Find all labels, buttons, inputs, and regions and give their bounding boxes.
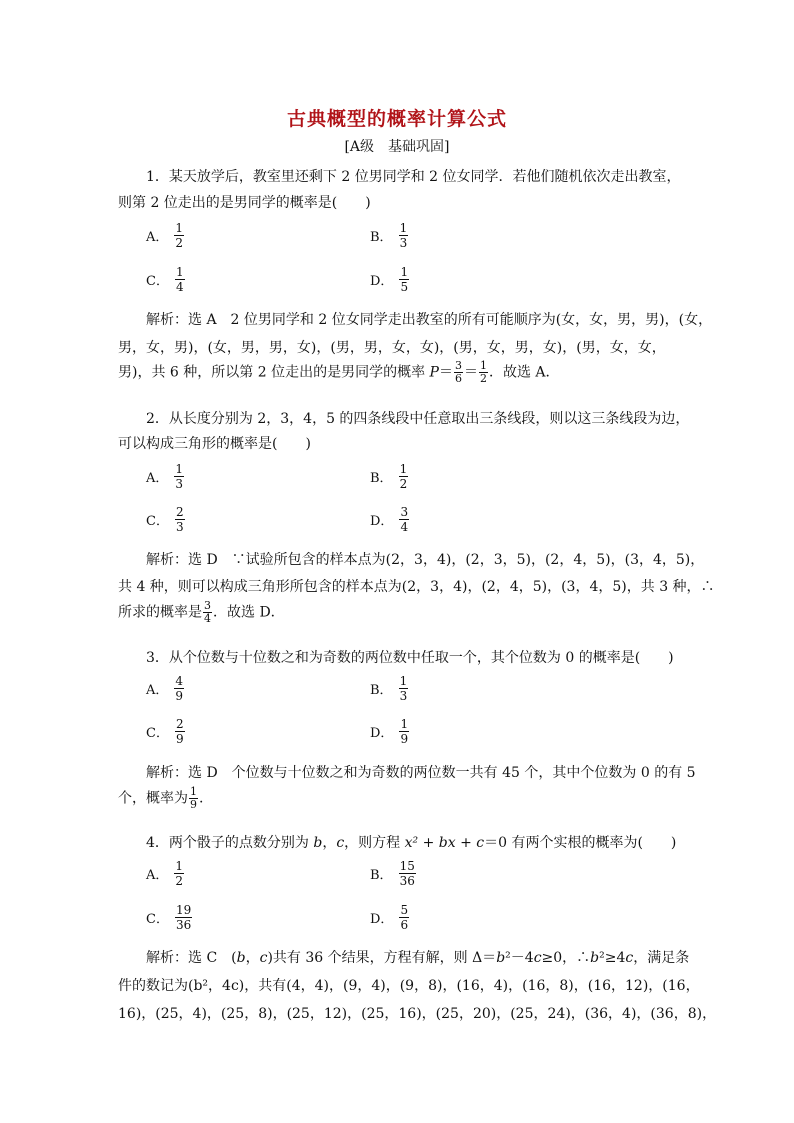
q1-solution-line2: 男，女，男)，(女，男，男，女)，(男，男，女，女)，(男，女，男，女)，(男，女，女， <box>118 340 666 356</box>
q3-option-d <box>370 717 409 746</box>
option-label: C． <box>146 274 169 289</box>
option-fraction: $\frac{1}{9}$ <box>400 717 409 746</box>
option-label: A． <box>146 683 169 698</box>
q3-solution-line2: 个，概率为 $\frac{1}{9}$ . <box>118 785 204 811</box>
q2-option-d <box>370 505 409 534</box>
option-label: A． <box>146 471 169 486</box>
q3-solution-line1: 解析：选 D 个位数与十位数之和为奇数的两位数一共有 45 个，其中个位数为 0 的有 5 <box>146 765 696 781</box>
option-label: C． <box>146 514 169 529</box>
option-fraction: $\frac{1}{3}$ <box>399 674 408 703</box>
q3-option-b <box>370 674 408 703</box>
q1-solution-line3: 男)，共 6 种，所以第 2 位走出的是男同学的概率 P＝ $\frac{3}{6}$ ＝ $\frac{1}{2}$ ．故选 A． <box>118 359 560 385</box>
q4-option-c <box>146 903 192 932</box>
q1-solution-line1: 解析：选 A 2 位男同学和 2 位女同学走出教室的所有可能顺序为(女，女，男，男)，(女， <box>146 312 713 328</box>
option-label: D． <box>370 514 394 529</box>
q1-option-a <box>146 221 184 250</box>
option-fraction: $\frac{15}{36}$ <box>399 859 415 888</box>
option-label: D． <box>370 274 394 289</box>
q2-solution-line3: 所求的概率是 $\frac{3}{4}$ ．故选 D． <box>118 599 285 625</box>
q2-option-b <box>370 462 408 491</box>
option-fraction: $\frac{1}{2}$ <box>175 221 184 250</box>
q1-option-c <box>146 265 185 294</box>
q1-option-d <box>370 265 409 294</box>
q4-option-d <box>370 903 409 932</box>
option-label: A． <box>146 230 169 245</box>
q1-stem-line2: 则第 2 位走出的是男同学的概率是( ) <box>118 195 371 211</box>
q4-solution-line2: 件的数记为(b²，4c)，共有(4，4)，(9，4)，(9，8)，(16，4)，(16，8)，(16，12)，(16， <box>118 978 700 994</box>
option-fraction: $\frac{1}{2}$ <box>175 859 184 888</box>
q4-solution-line3: 16)，(25，4)，(25，8)，(25，12)，(25，16)，(25，20)，(25，24)，(36，4)，(36，8)， <box>118 1006 717 1022</box>
q1-option-b <box>370 221 408 250</box>
option-label: C． <box>146 726 169 741</box>
option-label: D． <box>370 912 394 927</box>
option-fraction: $\frac{2}{9}$ <box>175 717 184 746</box>
q4-option-a <box>146 859 184 888</box>
option-fraction: $\frac{1}{3}$ <box>175 462 184 491</box>
option-fraction: $\frac{5}{6}$ <box>400 903 409 932</box>
option-fraction: $\frac{1}{3}$ <box>399 221 408 250</box>
q4-stem-line1: 4．两个骰子的点数分别为 b，c，则方程 x² + bx + c＝0 有两个实根的概率为( ) <box>146 835 677 851</box>
section-level: [A级 基础巩固] <box>344 139 450 155</box>
option-label: B． <box>370 471 393 486</box>
option-fraction: $\frac{3}{4}$ <box>400 505 409 534</box>
q2-option-a <box>146 462 184 491</box>
option-label: B． <box>370 683 393 698</box>
q1-stem-line1: 1．某天放学后，教室里还剩下 2 位男同学和 2 位女同学．若他们随机依次走出教室， <box>146 169 681 185</box>
q4-solution-line1: 解析：选 C (b，c)共有 36 个结果，方程有解，则 Δ＝b²－4c≥0，∴b²≥4c，满足条 <box>146 950 690 966</box>
option-label: B． <box>370 230 393 245</box>
option-label: B． <box>370 868 393 883</box>
option-fraction: $\frac{4}{9}$ <box>175 674 184 703</box>
q3-stem-line1: 3．从个位数与十位数之和为奇数的两位数中任取一个，其个位数为 0 的概率是( ) <box>146 650 674 666</box>
option-fraction: $\frac{1}{5}$ <box>400 265 409 294</box>
option-label: D． <box>370 726 394 741</box>
q2-solution-line1: 解析：选 D ∵试验所包含的样本点为(2，3，4)，(2，3，5)，(2，4，5)，(3，4，5)， <box>146 552 705 568</box>
q3-option-a <box>146 674 184 703</box>
q2-option-c <box>146 505 185 534</box>
option-fraction: $\frac{19}{36}$ <box>175 903 192 932</box>
option-label: A． <box>146 868 169 883</box>
q3-option-c <box>146 717 185 746</box>
q2-stem-line1: 2．从长度分别为 2，3，4，5 的四条线段中任意取出三条线段，则以这三条线段为边， <box>146 411 690 427</box>
page-title: 古典概型的概率计算公式 <box>286 108 507 130</box>
option-fraction: $\frac{2}{3}$ <box>175 505 184 534</box>
option-fraction: $\frac{1}{4}$ <box>175 265 184 294</box>
q2-solution-line2: 共 4 种，则可以构成三角形所包含的样本点为(2，3，4)，(2，4，5)，(3，4，5)，共 3 种，∴ <box>118 579 715 595</box>
q2-stem-line2: 可以构成三角形的概率是( ) <box>118 436 311 452</box>
q4-option-b <box>370 859 416 888</box>
option-label: C． <box>146 912 169 927</box>
option-fraction: $\frac{1}{2}$ <box>399 462 408 491</box>
